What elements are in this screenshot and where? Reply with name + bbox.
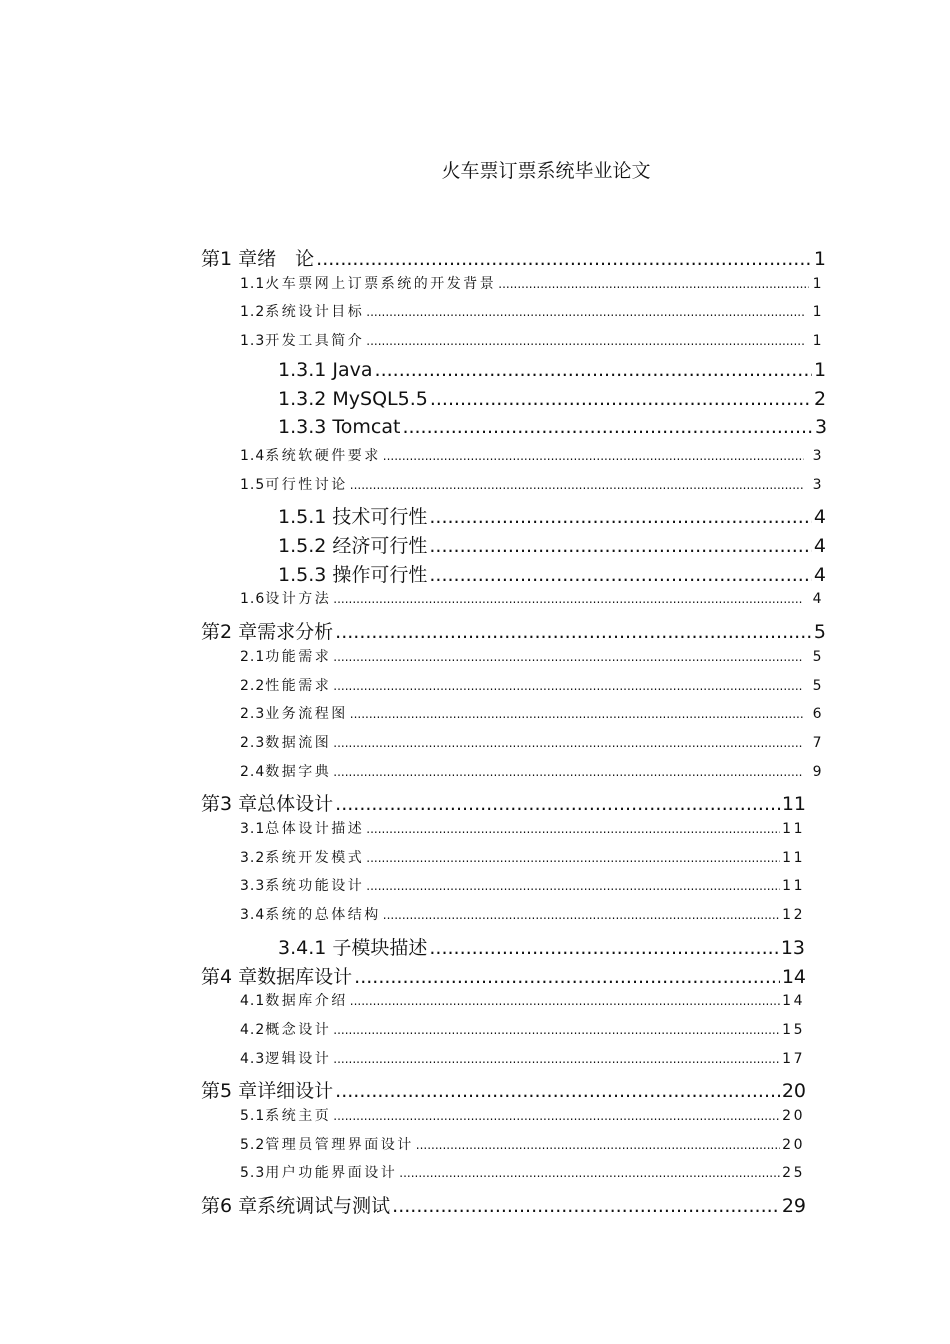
toc-number: 4.2 [240, 1021, 266, 1038]
dot-leader [429, 564, 812, 586]
toc-number: 第2 章 [201, 621, 258, 644]
toc-title: 逻辑设计 [265, 1050, 332, 1067]
toc-number: 4.1 [240, 993, 266, 1010]
toc-number: 5.2 [240, 1136, 266, 1153]
document-title: 火车票订票系统毕业论文 [441, 160, 651, 182]
dot-leader [335, 621, 811, 643]
toc-title: 系统设计目标 [265, 304, 365, 321]
toc-title: 系统的总体结构 [265, 907, 381, 924]
toc-page-number: 12 [782, 907, 805, 924]
toc-number: 5.1 [240, 1108, 266, 1124]
toc-page-number: 17 [782, 1050, 805, 1067]
dot-leader [392, 1195, 780, 1217]
dot-leader [429, 535, 812, 557]
toc-title: 系统功能设计 [265, 878, 365, 895]
dot-leader [366, 851, 780, 865]
dot-leader [333, 592, 802, 606]
toc-entry[interactable] [240, 761, 824, 781]
toc-title: 系统开发模式 [265, 849, 365, 866]
toc-page-number: 14 [782, 993, 805, 1010]
toc-entry[interactable] [278, 502, 826, 529]
toc-entry[interactable] [201, 789, 806, 816]
dot-leader [366, 879, 780, 893]
toc-page-number: 3 [815, 416, 828, 439]
toc-page-number: 20 [782, 1108, 805, 1124]
toc-title: 数据库介绍 [265, 993, 348, 1010]
toc-entry[interactable] [240, 1134, 805, 1154]
toc-number: 1.1 [240, 275, 266, 292]
toc-page-number: 13 [780, 936, 805, 959]
toc-page-number: 3 [812, 447, 824, 464]
toc-title: 管理员管理界面设计 [265, 1136, 414, 1153]
toc-title: 可行性讨论 [265, 476, 348, 493]
toc-entry[interactable] [240, 273, 824, 293]
dot-leader [335, 1080, 780, 1102]
dot-leader [333, 1109, 780, 1123]
toc-entry[interactable] [240, 330, 824, 350]
dot-leader [430, 388, 812, 410]
dot-leader [333, 650, 802, 664]
toc-page-number: 2 [814, 387, 827, 410]
toc-entry[interactable] [240, 646, 824, 666]
dot-leader [429, 937, 778, 959]
toc-entry[interactable] [240, 732, 824, 752]
toc-entry[interactable] [240, 1105, 805, 1125]
dot-leader [366, 305, 803, 319]
toc-number: 第1 章 [201, 248, 258, 270]
dot-leader [402, 416, 813, 438]
toc-title: 业务流程图 [265, 706, 348, 723]
toc-page-number: 1 [813, 248, 826, 270]
toc-page-number: 25 [782, 1165, 805, 1182]
toc-page-number: 4 [813, 563, 826, 586]
dot-leader [383, 908, 780, 922]
toc-page-number: 5 [812, 677, 824, 694]
toc-number: 1.3 [240, 333, 266, 350]
toc-entry[interactable] [240, 675, 824, 695]
toc-number: 5.3 [240, 1165, 266, 1182]
toc-page-number: 5 [813, 621, 826, 644]
toc-entry[interactable] [278, 531, 826, 558]
dot-leader [366, 822, 780, 836]
toc-number: 第3 章 [201, 793, 258, 816]
toc-number: 1.5 [240, 476, 266, 493]
dot-leader [333, 736, 802, 750]
toc-entry[interactable] [240, 301, 824, 321]
toc-title: 1.3.3 Tomcat [278, 416, 401, 439]
toc-number: 2.3 [240, 706, 266, 723]
toc-page-number: 20 [781, 1080, 806, 1103]
toc-title: 设计方法 [265, 591, 332, 608]
toc-page-number: 5 [812, 648, 824, 665]
toc-title: 1.3.2 MySQL5.5 [278, 387, 428, 410]
toc-title: 系统调试与测试 [257, 1195, 391, 1218]
toc-entry[interactable] [240, 847, 805, 867]
toc-number: 第4 章 [201, 965, 258, 988]
toc-entry[interactable] [278, 933, 805, 960]
toc-entry[interactable] [278, 359, 826, 381]
toc-page-number: 7 [812, 734, 824, 751]
toc-title: 总体设计 [257, 793, 334, 816]
toc-entry[interactable] [240, 474, 824, 494]
toc-title: 系统主页 [265, 1108, 332, 1124]
toc-number: 2.4 [240, 763, 266, 780]
toc-page-number: 1 [812, 304, 824, 321]
toc-page-number: 20 [782, 1136, 805, 1153]
dot-leader [316, 248, 811, 270]
dot-leader [350, 994, 780, 1008]
dot-leader [350, 707, 803, 721]
toc-page-number: 6 [812, 706, 824, 723]
dot-leader [416, 1138, 780, 1152]
toc-number: 2.2 [240, 677, 266, 694]
dot-leader [333, 1052, 780, 1066]
toc-entry[interactable] [201, 1076, 806, 1103]
toc-title: 1.5.1 技术可行性 [278, 506, 428, 529]
toc-title: 功能需求 [265, 648, 332, 665]
toc-entry[interactable] [240, 904, 805, 924]
toc-entry[interactable] [201, 244, 826, 271]
toc-title: 总体设计描述 [265, 821, 365, 837]
toc-entry[interactable] [201, 962, 806, 989]
toc-page-number: 11 [782, 821, 805, 837]
toc-page-number: 1 [812, 333, 824, 350]
toc-title: 详细设计 [257, 1080, 334, 1103]
toc-title: 系统软硬件要求 [265, 447, 381, 464]
toc-page-number: 11 [782, 878, 805, 895]
toc-number: 第5 章 [201, 1080, 258, 1103]
toc-entry[interactable] [240, 703, 824, 723]
dot-leader [375, 359, 812, 381]
toc-page-number: 11 [782, 849, 805, 866]
toc-title: 1.5.3 操作可行性 [278, 563, 428, 586]
toc-number: 3.1 [240, 821, 266, 837]
toc-title: 数据字典 [265, 763, 332, 780]
toc-entry[interactable] [201, 617, 826, 644]
toc-entry[interactable] [240, 1162, 805, 1182]
toc-page-number: 9 [812, 763, 824, 780]
toc-page-number: 4 [813, 535, 826, 557]
toc-page-number: 1 [812, 275, 824, 292]
toc-number: 1.6 [240, 591, 266, 608]
toc-number: 4.3 [240, 1050, 266, 1067]
toc-number: 3.2 [240, 849, 266, 866]
toc-page-number: 11 [781, 793, 806, 816]
dot-leader [333, 765, 802, 779]
toc-number: 3.4 [240, 907, 266, 924]
toc-number: 1.4 [240, 447, 266, 464]
toc-entry[interactable] [278, 416, 827, 438]
toc-title: 火车票网上订票系统的开发背景 [265, 275, 497, 292]
toc-number: 第6 章 [201, 1195, 258, 1218]
toc-page-number: 14 [781, 965, 806, 988]
toc-title: 数据库设计 [257, 965, 353, 988]
toc-number: 2.1 [240, 648, 266, 665]
toc-entry[interactable] [240, 1048, 805, 1068]
dot-leader [399, 1166, 780, 1180]
toc-page-number: 15 [782, 1021, 805, 1038]
toc-entry[interactable] [240, 818, 805, 838]
toc-title: 数据流图 [265, 734, 332, 751]
dot-leader [350, 478, 803, 492]
toc-number: 1.2 [240, 304, 266, 321]
toc-entry[interactable] [240, 875, 805, 895]
dot-leader [333, 1023, 780, 1037]
toc-entry[interactable] [240, 1019, 805, 1039]
dot-leader [335, 793, 780, 815]
dot-leader [333, 679, 802, 693]
toc-title: 概念设计 [265, 1021, 332, 1038]
toc-title: 绪 论 [257, 248, 315, 270]
toc-title: 3.4.1 子模块描述 [278, 936, 428, 959]
dot-leader [383, 449, 804, 463]
toc-number: 2.3 [240, 734, 266, 751]
toc-page-number: 3 [812, 476, 824, 493]
toc-entry[interactable] [278, 388, 826, 410]
toc-number: 3.3 [240, 878, 266, 895]
dot-leader [366, 334, 803, 348]
dot-leader [498, 277, 809, 291]
toc-title: 性能需求 [265, 677, 332, 694]
toc-page-number: 1 [814, 358, 827, 381]
toc-entry[interactable] [240, 445, 824, 465]
toc-page-number: 4 [813, 506, 826, 529]
dot-leader [354, 966, 780, 988]
toc-entry[interactable] [201, 1191, 806, 1218]
toc-entry[interactable] [278, 560, 826, 587]
toc-page-number: 29 [781, 1195, 806, 1218]
toc-title: 1.5.2 经济可行性 [278, 535, 428, 557]
toc-title: 1.3.1 Java [278, 358, 373, 381]
dot-leader [429, 506, 812, 528]
toc-entry[interactable] [240, 990, 805, 1010]
toc-title: 用户功能界面设计 [265, 1165, 398, 1182]
toc-page-number: 4 [812, 591, 824, 608]
toc-entry[interactable] [240, 588, 824, 608]
toc-title: 需求分析 [257, 621, 334, 644]
toc-title: 开发工具简介 [265, 333, 365, 350]
